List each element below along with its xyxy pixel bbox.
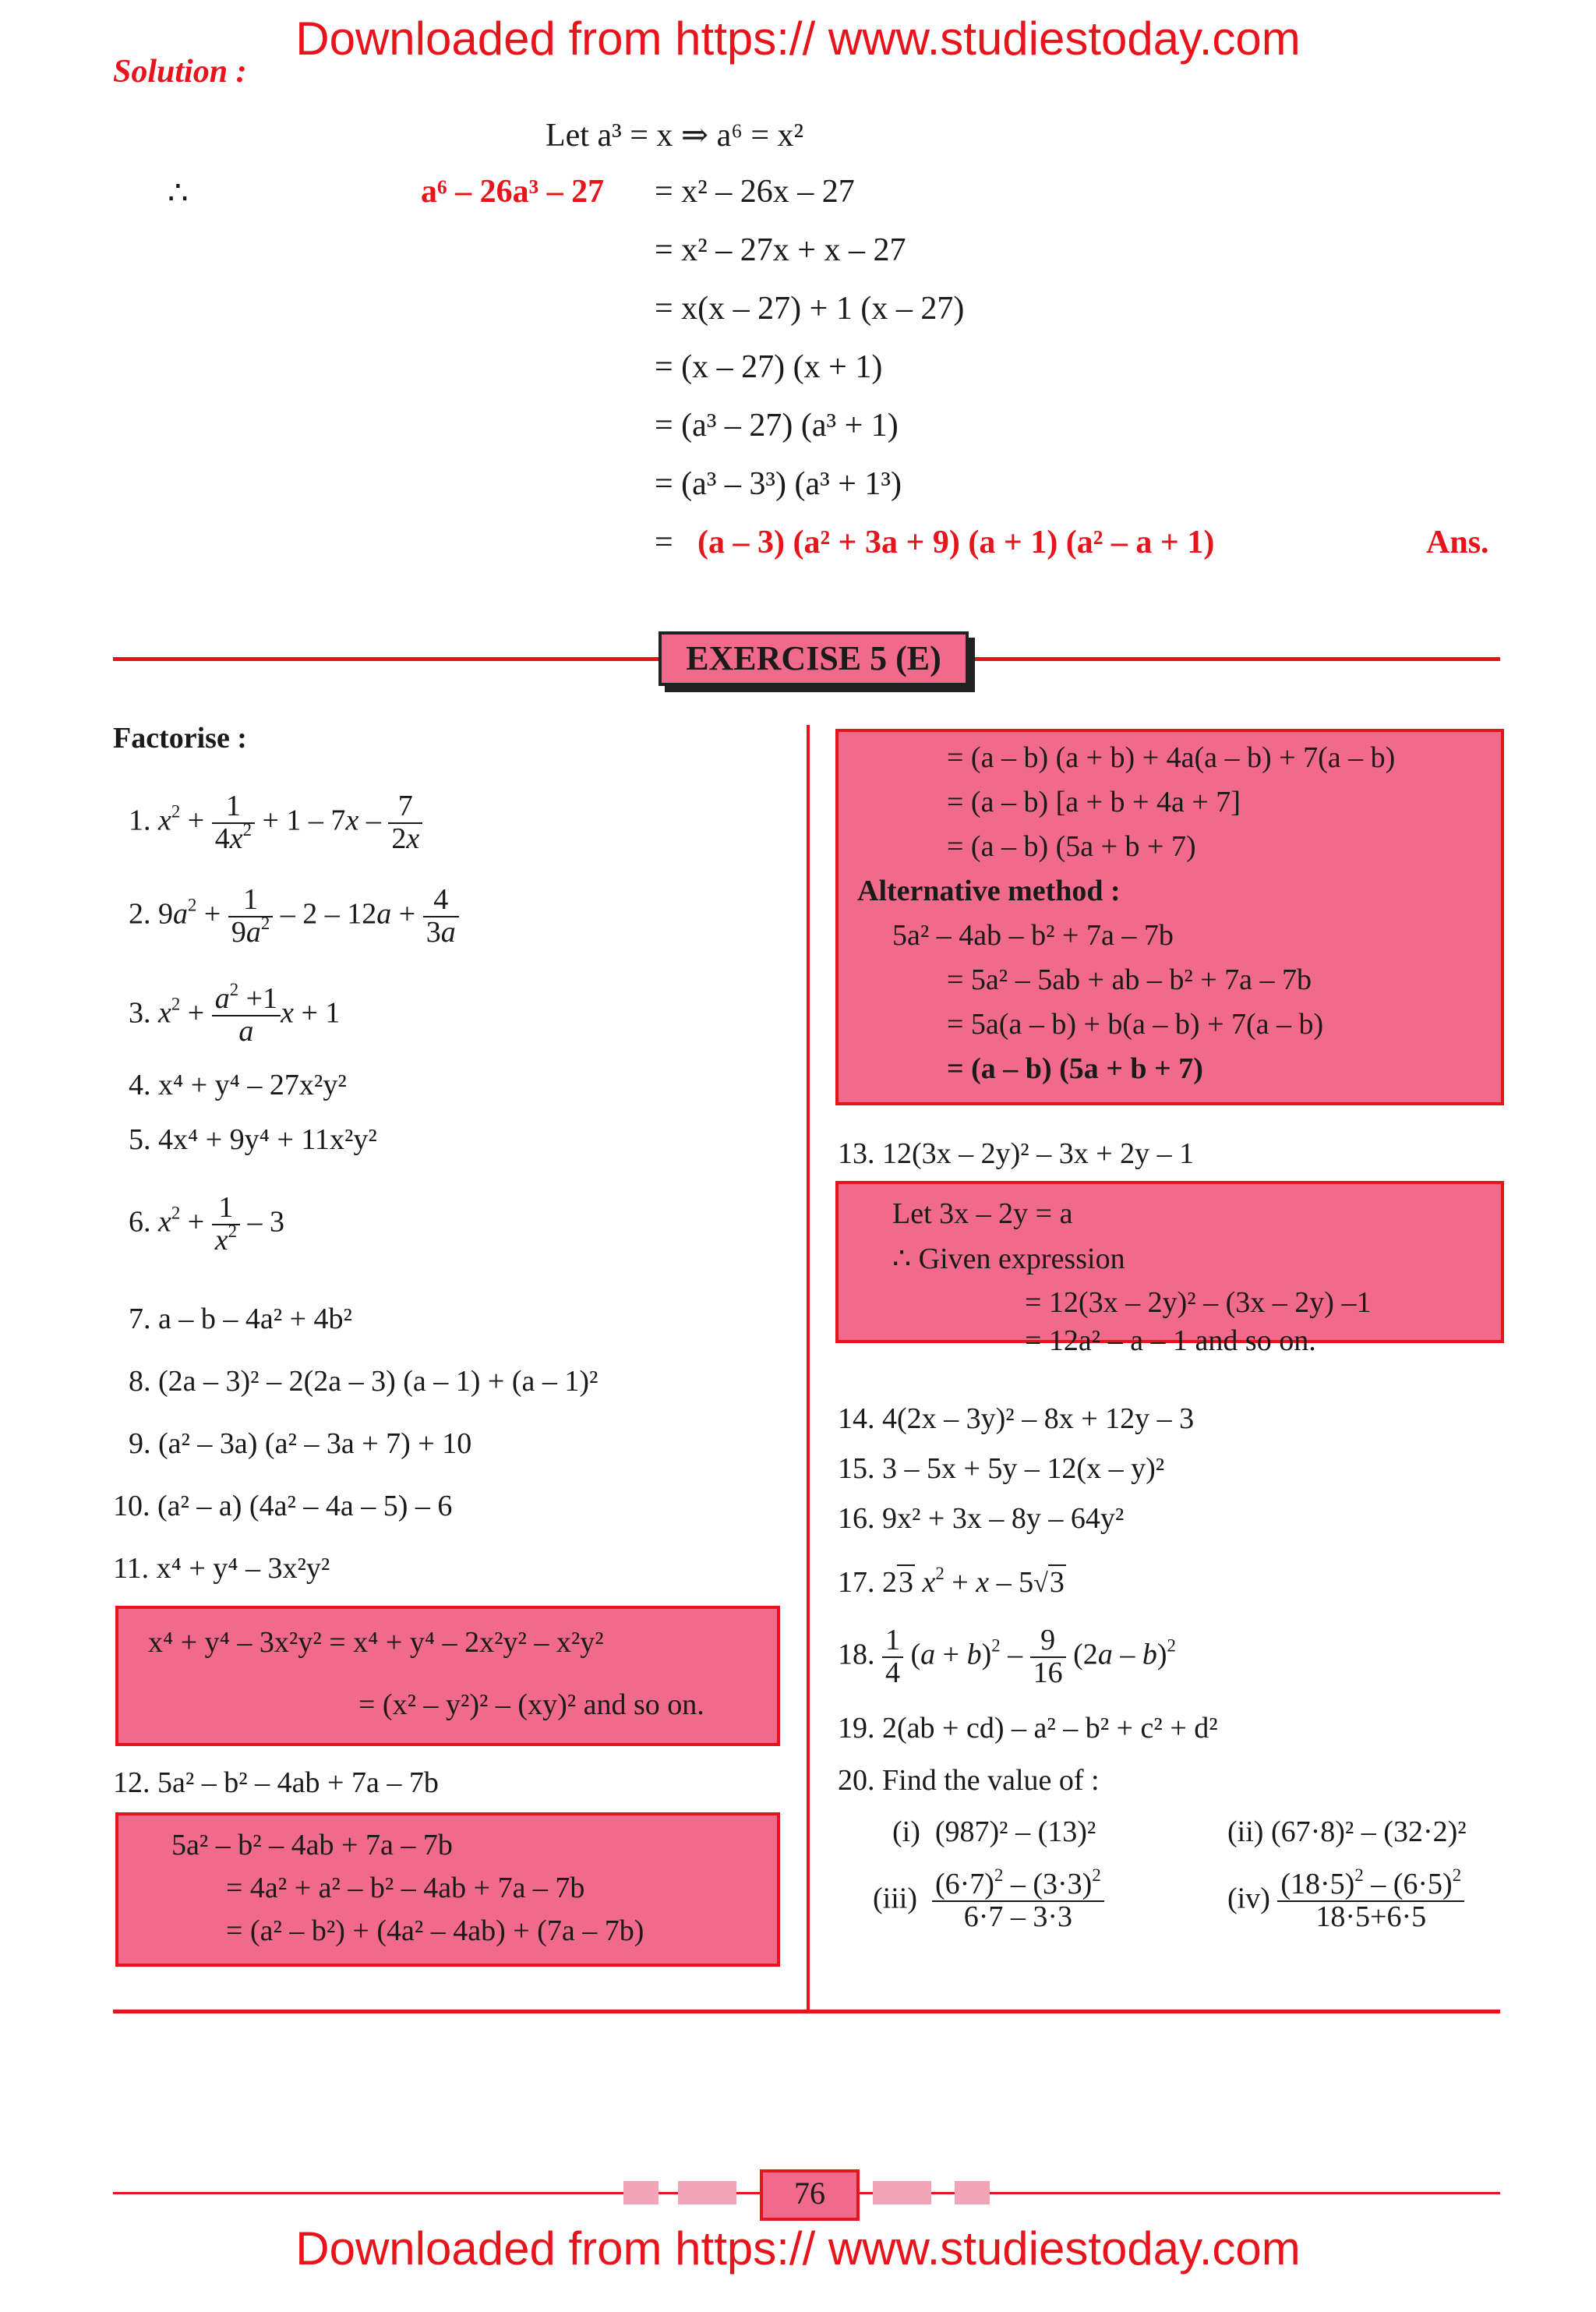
column-divider: [807, 725, 810, 2011]
solution-lhs: a⁶ – 26a³ – 27: [421, 174, 605, 210]
solution-step: = x² – 26x – 27: [655, 174, 855, 210]
q20-part-iii: (iii) $\frac{(6\cdot 7)^2 - (3\cdot 3)^2}{6\cdot 7 - 3\cdot 3}$: [873, 1869, 1104, 1933]
watermark-bottom: Downloaded from https:// www.studiestoday.com: [295, 2222, 1301, 2275]
question-6: 6. $x^2$ + $\frac{1}{x^2}$ – 3: [129, 1191, 284, 1257]
bottom-rule: [113, 2010, 1500, 2013]
hint-13-line-4: = 12a² – a – 1 and so on.: [1025, 1324, 1316, 1357]
question-14: 14. 4(2x – 3y)² – 8x + 12y – 3: [838, 1402, 1195, 1435]
factorise-heading: Factorise :: [113, 722, 247, 755]
page-number: 76: [760, 2169, 860, 2221]
footer-tick: [955, 2181, 990, 2204]
therefore-symbol: ∴: [168, 175, 189, 211]
question-9: 9. (a² – 3a) (a² – 3a + 7) + 10: [129, 1427, 472, 1460]
hint-13-line-1: Let 3x – 2y = a: [892, 1197, 1073, 1230]
solution-step: = x² – 27x + x – 27: [655, 232, 906, 268]
question-11: 11. x⁴ + y⁴ – 3x²y²: [113, 1552, 330, 1585]
hint-11-line-2: = (x² – y²)² – (xy)² and so on.: [358, 1688, 704, 1721]
footer-tick: [873, 2181, 931, 2204]
hint-12b-line-2: = (a – b) [a + b + 4a + 7]: [947, 786, 1241, 818]
hint-13-line-2: ∴ Given expression: [892, 1243, 1125, 1275]
question-1: 1. $x^2$ + $\frac{1}{4x^2}$ + 1 – 7x – $\frac{7}{2x}$: [129, 791, 422, 855]
hint-12b-line-5: 5a² – 4ab – b² + 7a – 7b: [892, 919, 1174, 952]
solution-final-eq: =: [655, 525, 673, 560]
hint-12a-line-2: = 4a² + a² – b² – 4ab + 7a – 7b: [226, 1872, 585, 1904]
solution-step: = x(x – 27) + 1 (x – 27): [655, 291, 965, 327]
solution-step: = (x – 27) (x + 1): [655, 349, 883, 385]
let-line: Let a³ = x ⇒ a⁶ = x²: [546, 118, 804, 154]
footer-tick: [623, 2181, 659, 2204]
exercise-title: EXERCISE 5 (E): [659, 631, 969, 686]
answer-label: Ans.: [1426, 525, 1489, 560]
solution-label: Solution :: [113, 54, 247, 90]
question-5: 5. 4x⁴ + 9y⁴ + 11x²y²: [129, 1123, 377, 1156]
q20-part-ii: (ii) (67·8)² – (32·2)²: [1227, 1815, 1467, 1848]
question-7: 7. a – b – 4a² + 4b²: [129, 1303, 352, 1335]
hint-12a-line-1: 5a² – b² – 4ab + 7a – 7b: [171, 1829, 453, 1861]
question-16: 16. 9x² + 3x – 8y – 64y²: [838, 1502, 1125, 1535]
hint-12a-line-3: = (a² – b²) + (4a² – 4ab) + (7a – 7b): [226, 1914, 644, 1947]
watermark-top: Downloaded from https:// www.studiestoday.com: [295, 12, 1301, 65]
question-2: 2. $9a^2$ + $\frac{1}{9a^2}$ – 2 – 12a + $\frac{4}{3a}$: [129, 885, 459, 949]
question-19: 19. 2(ab + cd) – a² – b² + c² + d²: [838, 1712, 1218, 1745]
header-rule-right: [974, 657, 1500, 661]
solution-step: = (a³ – 27) (a³ + 1): [655, 408, 899, 444]
hint-12b-line-6: = 5a² – 5ab + ab – b² + 7a – 7b: [947, 963, 1312, 996]
q20-part-i: (i) (987)² – (13)²: [892, 1815, 1096, 1848]
hint-12b-line-8: = (a – b) (5a + b + 7): [947, 1052, 1203, 1085]
footer-tick: [678, 2181, 736, 2204]
solution-final: (a – 3) (a² + 3a + 9) (a + 1) (a² – a + 1): [697, 525, 1215, 560]
question-10: 10. (a² – a) (4a² – 4a – 5) – 6: [113, 1490, 453, 1522]
alternative-method-heading: Alternative method :: [857, 875, 1121, 907]
header-rule-left: [113, 657, 659, 661]
question-12: 12. 5a² – b² – 4ab + 7a – 7b: [113, 1766, 439, 1799]
hint-12b-line-7: = 5a(a – b) + b(a – b) + 7(a – b): [947, 1008, 1324, 1041]
hint-11-line-1: x⁴ + y⁴ – 3x²y² = x⁴ + y⁴ – 2x²y² – x²y²: [148, 1626, 604, 1659]
solution-step: = (a³ – 3³) (a³ + 1³): [655, 466, 902, 502]
question-20: 20. Find the value of :: [838, 1764, 1100, 1797]
question-17: 17. 23 $x^2 + x - 5√3$: [838, 1564, 1065, 1599]
hint-13-line-3: = 12(3x – 2y)² – (3x – 2y) –1: [1025, 1286, 1372, 1319]
question-8: 8. (2a – 3)² – 2(2a – 3) (a – 1) + (a – 1)²: [129, 1365, 598, 1398]
question-4: 4. x⁴ + y⁴ – 27x²y²: [129, 1069, 347, 1101]
question-3: 3. $x^2$ + $\frac{a^2 +1}{a}$ x + 1: [129, 980, 341, 1048]
question-13: 13. 12(3x – 2y)² – 3x + 2y – 1: [838, 1137, 1195, 1170]
hint-12b-line-1: = (a – b) (a + b) + 4a(a – b) + 7(a – b): [947, 741, 1396, 774]
question-15: 15. 3 – 5x + 5y – 12(x – y)²: [838, 1452, 1165, 1485]
hint-12b-line-3: = (a – b) (5a + b + 7): [947, 830, 1196, 863]
question-18: 18. $\frac{1}{4}$ $(a + b)^2$ – $\frac{9}{16}$ (2a – b)$^2$: [838, 1624, 1176, 1689]
q20-part-iv: (iv) $\frac{(18\cdot 5)^2 - (6\cdot 5)^2}{18\cdot 5+6\cdot 5}$: [1227, 1869, 1464, 1933]
